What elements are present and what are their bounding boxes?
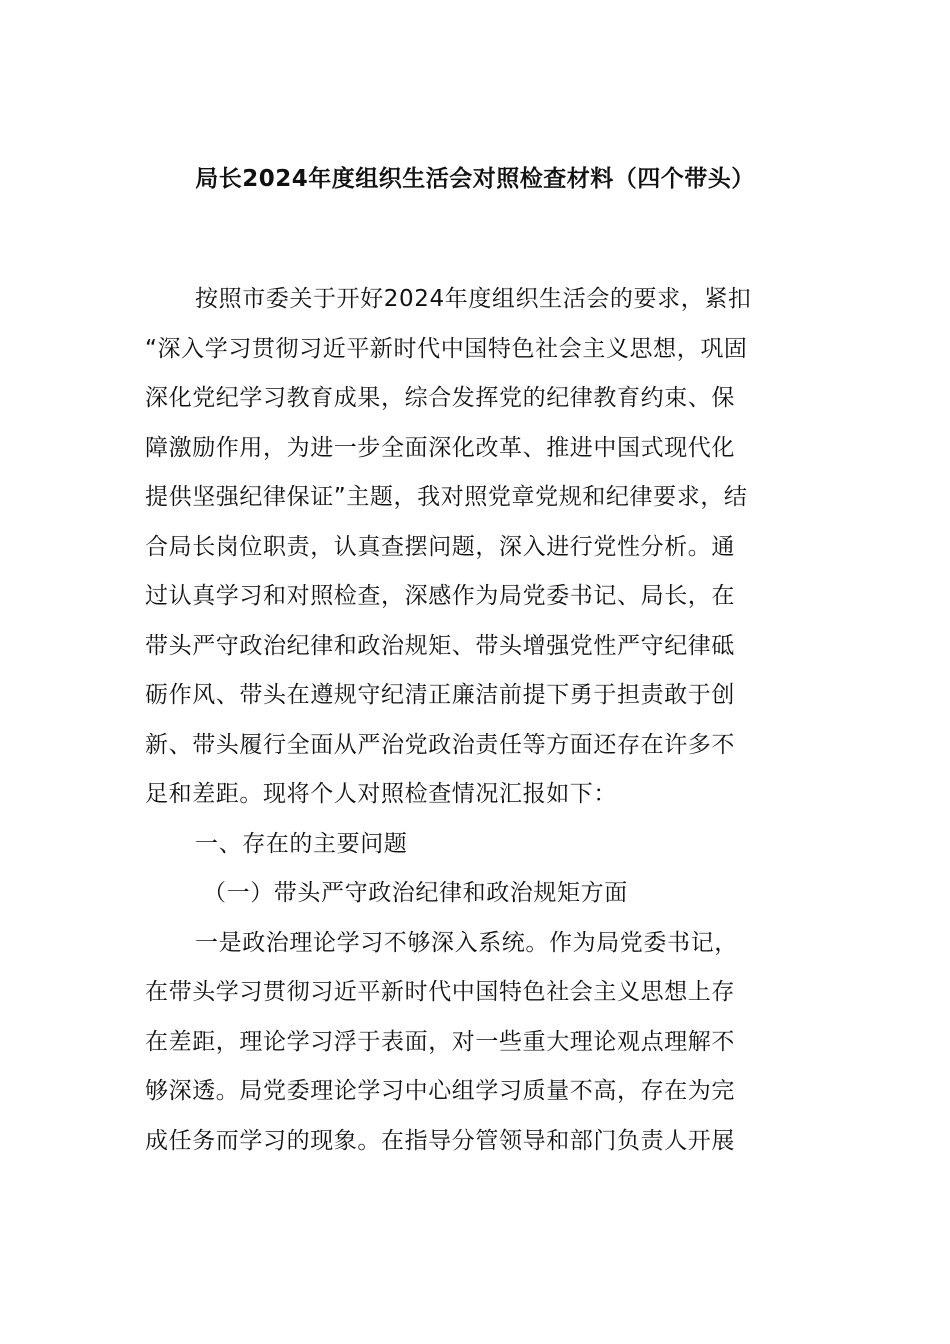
paragraph-line: 深化党纪学习教育成果，综合发挥党的纪律教育约束、保 bbox=[145, 385, 735, 411]
paragraph-line: 提供坚强纪律保证”主题，我对照党章党规和纪律要求，结 bbox=[145, 484, 748, 510]
section-heading: 一、存在的主要问题 bbox=[195, 830, 408, 857]
paragraph-line: 一是政治理论学习不够深入系统。作为局党委书记， bbox=[195, 929, 738, 956]
paragraph-line: 带头严守政治纪律和政治规矩、带头增强党性严守纪律砥 bbox=[145, 632, 735, 659]
paragraph-line: “深入学习贯彻习近平新时代中国特色社会主义思想，巩固 bbox=[145, 335, 748, 362]
document-title: 局长2024年度组织生活会对照检查材料（四个带头） bbox=[195, 166, 755, 192]
paragraph-line: 够深透。局党委理论学习中心组学习质量不高，存在为完 bbox=[145, 1078, 735, 1104]
paragraph-line: 按照市委关于开好2024年度组织生活会的要求，紧扣 bbox=[195, 286, 752, 312]
document-body bbox=[145, 275, 807, 1166]
paragraph-line: 新、带头履行全面从严治党政治责任等方面还存在许多不 bbox=[145, 731, 735, 758]
paragraph-line: 砺作风、带头在遵规守纪清正廉洁前提下勇于担责敢于创 bbox=[145, 682, 735, 708]
paragraph-line: 障激励作用，为进一步全面深化改革、推进中国式现代化 bbox=[145, 434, 735, 461]
paragraph-line: 足和差距。现将个人对照检查情况汇报如下： bbox=[145, 781, 617, 807]
paragraph-line: 在带头学习贯彻习近平新时代中国特色社会主义思想上存 bbox=[145, 979, 735, 1005]
paragraph-line: 在差距，理论学习浮于表面，对一些重大理论观点理解不 bbox=[145, 1028, 735, 1055]
paragraph-line: 成任务而学习的现象。在指导分管领导和部门负责人开展 bbox=[145, 1127, 735, 1154]
paragraph-line: 合局长岗位职责，认真查摆问题，深入进行党性分析。通 bbox=[145, 533, 735, 560]
paragraph-line: 过认真学习和对照检查，深感作为局党委书记、局长，在 bbox=[145, 583, 735, 609]
subsection-heading: （一）带头严守政治纪律和政治规矩方面 bbox=[203, 880, 628, 906]
